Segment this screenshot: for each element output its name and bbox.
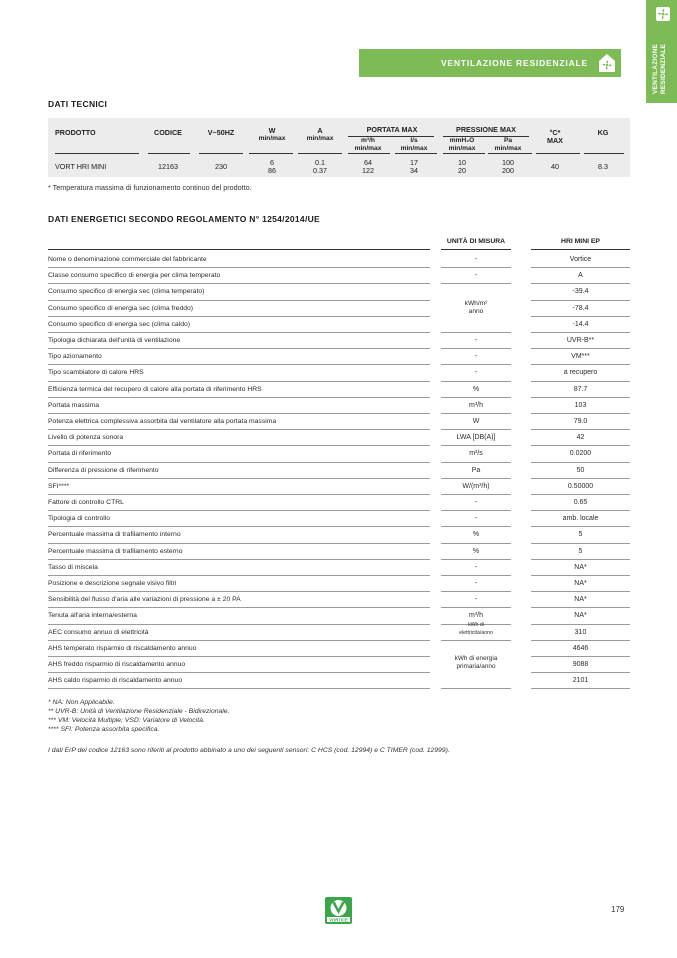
tech-footnote: * Temperatura massima di funzionamento continuo del prodotto.: [48, 183, 252, 192]
col-header-flow: PORTATA MAX: [366, 125, 418, 134]
energy-row-label: Consumo specifico di energia sec (clima freddo): [48, 304, 194, 312]
col-subheader-ls: l/s: [410, 137, 418, 144]
row-separator: [48, 559, 430, 560]
unit-aec-line2: elettricità/anno: [459, 630, 493, 636]
row-separator: [531, 510, 630, 511]
footnote-vm: *** VM: Velocità Multiple; VSD: Variatore di Velocità.: [48, 717, 205, 724]
cell-a-max: 0.37: [313, 166, 327, 175]
energy-row-value: 5: [578, 531, 583, 539]
row-separator: [531, 283, 630, 284]
section-banner: [359, 49, 621, 77]
row-separator: [531, 591, 630, 592]
vortice-logo: [325, 897, 352, 924]
energy-row-value: 42: [576, 434, 585, 442]
row-separator: [441, 494, 511, 495]
col-header-kg: KG: [597, 128, 609, 137]
tech-rule: [348, 153, 390, 154]
cell-ls-min: 17: [410, 158, 418, 167]
energy-row-label: Classe consumo specifico di energia per clima temperato: [48, 272, 221, 280]
energy-row-label: AHS caldo risparmio di riscaldamento annuo: [48, 677, 183, 685]
tech-rule: [199, 153, 243, 154]
unit-sec-line1: kWh/m²: [464, 300, 488, 307]
row-separator: [48, 267, 430, 268]
energy-header-rule: [531, 249, 630, 250]
footnote-sfi: **** SFI: Potenza assorbita specifica.: [48, 726, 160, 733]
cell-m3h-min: 64: [364, 158, 372, 167]
row-separator: [531, 607, 630, 608]
row-separator: [531, 348, 630, 349]
energy-row-label: Posizione e descrizione segnale visivo filtri: [48, 580, 177, 587]
row-separator: [441, 510, 511, 511]
row-separator: [48, 316, 430, 317]
banner-label: VENTILAZIONE RESIDENZIALE: [440, 58, 588, 68]
unit-sec-line2: anno: [468, 308, 484, 315]
row-separator: [441, 575, 511, 576]
cell-mmh2o-max: 20: [458, 166, 466, 175]
energy-row-unit: -: [474, 499, 478, 506]
tech-rule: [148, 153, 190, 154]
tech-data-title: DATI TECNICI: [48, 99, 108, 109]
energy-row-unit: %: [472, 531, 480, 539]
energy-row-unit: m³/h: [469, 401, 483, 409]
row-separator: [531, 672, 630, 673]
energy-row-unit: W/(m³/h): [462, 482, 490, 490]
row-separator: [441, 607, 511, 608]
energy-row-value: 2101: [572, 677, 589, 685]
energy-row-label: AHS temperato risparmio di riscaldamento annuo: [48, 644, 197, 652]
page-number: 179: [611, 905, 625, 914]
energy-row-value: 0.65: [573, 499, 588, 506]
energy-row-unit: -: [474, 369, 478, 377]
energy-row-value: 79.0: [573, 418, 588, 425]
energy-row-unit: LWA [DB(A)]: [456, 434, 496, 442]
row-separator: [48, 413, 430, 414]
energy-row-label: Sensibilità del flusso d'aria alle variazioni di pressione a ± 20 PA: [48, 596, 241, 604]
row-separator: [48, 494, 430, 495]
cell-temp: 40: [551, 162, 559, 171]
col-header-pressure: PRESSIONE MAX: [456, 125, 516, 134]
energy-row-label: Consumo specifico di energia sec (clima temperato): [48, 288, 205, 296]
energy-row-unit: m³/h: [469, 612, 483, 620]
energy-row-unit: -: [474, 256, 478, 263]
row-separator: [48, 543, 430, 544]
row-separator: [531, 575, 630, 576]
row-separator: [48, 397, 430, 398]
fan-icon: [656, 7, 670, 21]
row-separator: [48, 526, 430, 527]
row-separator: [48, 478, 430, 479]
energy-row-label: Tipo scambiatore di calore HRS: [48, 369, 144, 377]
energy-row-label: Tipo azionamento: [48, 353, 102, 361]
energy-row-label: Portata di riferimento: [48, 450, 112, 458]
erp-note: I dati ErP del codice 12163 sono riferiti al prodotto abbinato a uno dei seguenti sensori: C HCS (cod. 12994) e C TIMER (cod. 12999).: [48, 747, 450, 754]
tech-rule: [488, 153, 532, 154]
energy-row-unit: -: [474, 515, 478, 523]
energy-row-label: Tipologia di controllo: [48, 515, 111, 523]
row-separator: [48, 300, 430, 301]
tech-rule: [298, 153, 342, 154]
energy-row-value: -14.4: [572, 320, 589, 328]
row-separator: [531, 640, 630, 641]
row-separator: [441, 413, 511, 414]
energy-row-value: 9088: [572, 661, 589, 668]
col-subheader-mmh2o: mmH₂O: [449, 137, 475, 144]
energy-row-value: amb. locale: [562, 515, 599, 523]
row-separator: [441, 397, 511, 398]
tech-rule: [584, 153, 624, 154]
energy-header-rule: [48, 249, 430, 250]
row-separator: [531, 413, 630, 414]
tech-rule: [536, 153, 580, 154]
row-separator: [441, 283, 511, 284]
col-subheader-a: min/max: [306, 135, 334, 142]
energy-row-label: Percentuale massima di trafilamento esterno: [48, 547, 183, 555]
col-subheader-pa-minmax: min/max: [494, 145, 522, 152]
row-separator: [531, 397, 630, 398]
energy-row-label: Tipologia dichiarata dell'unità di ventilazione: [48, 337, 181, 344]
row-separator: [441, 429, 511, 430]
energy-row-value: VM***: [571, 353, 590, 361]
tech-rule-pressure: [443, 136, 529, 137]
energy-row-label: Percentuale massima di trafilamento interno: [48, 531, 181, 539]
energy-row-value: Vortice: [569, 256, 592, 263]
row-separator: [531, 445, 630, 446]
row-separator: [441, 462, 511, 463]
tech-rule: [249, 153, 293, 154]
energy-row-unit: %: [472, 385, 480, 393]
energy-row-value: 5: [578, 547, 583, 555]
unit-ahs-line1: kWh di energia: [454, 655, 498, 662]
col-subheader-m3h: m³/h: [361, 137, 375, 144]
energy-row-unit: -: [474, 596, 478, 604]
row-separator: [48, 429, 430, 430]
house-fan-icon: [598, 53, 616, 73]
row-separator: [531, 332, 630, 333]
table-bottom-rule: [531, 688, 630, 689]
energy-row-unit: Pa: [471, 466, 481, 474]
row-separator: [441, 364, 511, 365]
cell-m3h-max: 122: [362, 166, 374, 175]
row-separator: [531, 364, 630, 365]
energy-row-label: Fattore di controllo CTRL: [48, 499, 124, 506]
col-header-model: HRI MINI EP: [561, 238, 600, 245]
row-separator: [48, 445, 430, 446]
row-separator: [48, 640, 430, 641]
table-bottom-rule: [48, 688, 430, 689]
tech-rule-flow: [348, 136, 434, 137]
energy-row-value: 50: [576, 466, 585, 474]
footnotes: [48, 698, 229, 734]
row-separator: [48, 283, 430, 284]
footnote-uvrb: ** UVR-B: Unità di Ventilazione Residenziale - Bidirezionale.: [48, 708, 230, 715]
row-separator: [531, 543, 630, 544]
energy-row-value: NA*: [574, 612, 587, 620]
col-header-product: PRODOTTO: [55, 128, 96, 137]
energy-row-value: 103: [574, 401, 587, 409]
col-header-temp-max: MAX: [547, 136, 563, 145]
col-subheader-w: min/max: [258, 135, 286, 142]
row-separator: [48, 332, 430, 333]
row-separator: [48, 624, 430, 625]
energy-row-unit: -: [474, 563, 478, 571]
energy-header-rule: [441, 249, 511, 250]
side-tab-label: [652, 24, 672, 94]
tech-rule: [443, 153, 485, 154]
row-separator: [441, 348, 511, 349]
energy-row-unit: -: [474, 353, 478, 361]
row-separator: [48, 591, 430, 592]
energy-row-value: UVR-B**: [566, 337, 595, 344]
cell-w-min: 6: [270, 158, 274, 167]
row-separator: [441, 445, 511, 446]
energy-row-value: 87.7: [573, 385, 588, 393]
col-header-unit: UNITÀ DI MISURA: [446, 238, 506, 245]
row-separator: [531, 462, 630, 463]
table-bottom-rule: [441, 688, 511, 689]
col-header-code: CODICE: [154, 128, 182, 137]
energy-row-value: a recupero: [563, 369, 598, 377]
row-separator: [441, 267, 511, 268]
col-subheader-m3h-minmax: min/max: [354, 145, 382, 152]
row-separator: [531, 494, 630, 495]
row-separator: [48, 348, 430, 349]
energy-row-unit: m³/s: [469, 450, 483, 458]
row-separator: [48, 462, 430, 463]
energy-row-label: AHS freddo risparmio di riscaldamento annuo: [48, 661, 186, 668]
cell-w-max: 86: [268, 166, 276, 175]
row-separator: [48, 364, 430, 365]
energy-row-value: -78.4: [572, 304, 589, 312]
row-separator: [48, 656, 430, 657]
energy-data-title: DATI ENERGETICI SECONDO REGOLAMENTO N° 1254/2014/UE: [48, 214, 321, 224]
col-header-voltage: V~50HZ: [207, 128, 235, 137]
energy-row-value: 0.0200: [569, 450, 592, 458]
energy-row-label: Portata massima: [48, 401, 99, 409]
row-separator: [441, 543, 511, 544]
energy-row-label: Consumo specifico di energia sec (clima caldo): [48, 320, 191, 328]
energy-row-unit: W: [472, 418, 480, 425]
cell-product: VORT HRI MINI: [55, 162, 107, 171]
energy-row-value: 310: [574, 628, 587, 636]
energy-row-unit: -: [474, 580, 478, 587]
row-separator: [441, 559, 511, 560]
row-separator: [48, 607, 430, 608]
cell-a-min: 0.1: [315, 158, 325, 167]
energy-row-label: Livello di potenza sonora: [48, 434, 124, 442]
row-separator: [48, 381, 430, 382]
row-separator: [441, 591, 511, 592]
row-separator: [441, 640, 511, 641]
cell-pa-min: 100: [502, 158, 514, 167]
energy-row-value: 0.50000: [567, 482, 594, 490]
energy-row-unit: %: [472, 547, 480, 555]
row-separator: [441, 526, 511, 527]
row-separator: [531, 526, 630, 527]
row-separator: [531, 559, 630, 560]
cell-voltage: 230: [215, 162, 227, 171]
row-separator: [531, 316, 630, 317]
energy-row-label: Potenza elettrica complessiva assorbita dal ventilatore alla portata massima: [48, 418, 277, 425]
row-separator: [531, 300, 630, 301]
side-tab-line-1: VENTILAZIONE: [652, 43, 659, 94]
energy-row-value: -39.4: [572, 288, 589, 296]
row-separator: [441, 478, 511, 479]
cell-mmh2o-min: 10: [458, 158, 466, 167]
energy-row-value: 4646: [572, 644, 589, 652]
row-separator: [531, 656, 630, 657]
row-separator: [531, 267, 630, 268]
energy-row-value: NA*: [574, 596, 587, 604]
unit-ahs-line2: primaria/anno: [456, 663, 496, 670]
energy-row-label: AEC consumo annuo di elettricità: [48, 628, 149, 636]
row-separator: [531, 478, 630, 479]
cell-kg: 8.3: [598, 162, 608, 171]
cell-pa-max: 200: [502, 166, 514, 175]
row-separator: [48, 510, 430, 511]
cell-ls-max: 34: [410, 166, 418, 175]
tech-rule: [395, 153, 437, 154]
cell-code: 12163: [158, 162, 178, 171]
row-separator: [531, 381, 630, 382]
logo-text: VORTICE: [329, 917, 348, 923]
row-separator: [441, 332, 511, 333]
side-tab-line-2: RESIDENZIALE: [660, 43, 667, 94]
unit-aec-line1: kWh di: [468, 622, 484, 628]
row-separator: [531, 624, 630, 625]
tech-rule: [55, 153, 139, 154]
energy-row-label: SFI****: [48, 482, 70, 490]
energy-row-label: Differenza di pressione di riferimento: [48, 466, 159, 474]
energy-row-label: Tasso di miscela: [48, 563, 98, 571]
col-header-temp: °C*: [549, 128, 561, 137]
row-separator: [441, 381, 511, 382]
tech-table: [48, 118, 630, 177]
col-header-a: A: [317, 126, 323, 135]
col-subheader-mmh2o-minmax: min/max: [448, 145, 476, 152]
energy-row-value: NA*: [574, 563, 587, 571]
row-separator: [48, 575, 430, 576]
energy-row-label: Nome o denominazione commerciale del fabbricante: [48, 256, 207, 263]
row-separator: [48, 672, 430, 673]
energy-row-unit: -: [474, 272, 478, 280]
col-subheader-pa: Pa: [503, 137, 513, 144]
energy-row-unit: -: [474, 337, 478, 344]
energy-row-label: Efficienza termica del recupero di calore alla portata di riferimento HRS: [48, 385, 262, 393]
energy-row-value: A: [578, 272, 583, 280]
row-separator: [531, 429, 630, 430]
col-subheader-ls-minmax: min/max: [400, 145, 428, 152]
col-header-w: W: [268, 126, 276, 135]
energy-row-value: NA*: [574, 580, 587, 587]
energy-row-label: Tenuta all'aria interna/esterna: [48, 612, 137, 620]
footnote-na: * NA: Non Applicabile.: [48, 699, 115, 706]
